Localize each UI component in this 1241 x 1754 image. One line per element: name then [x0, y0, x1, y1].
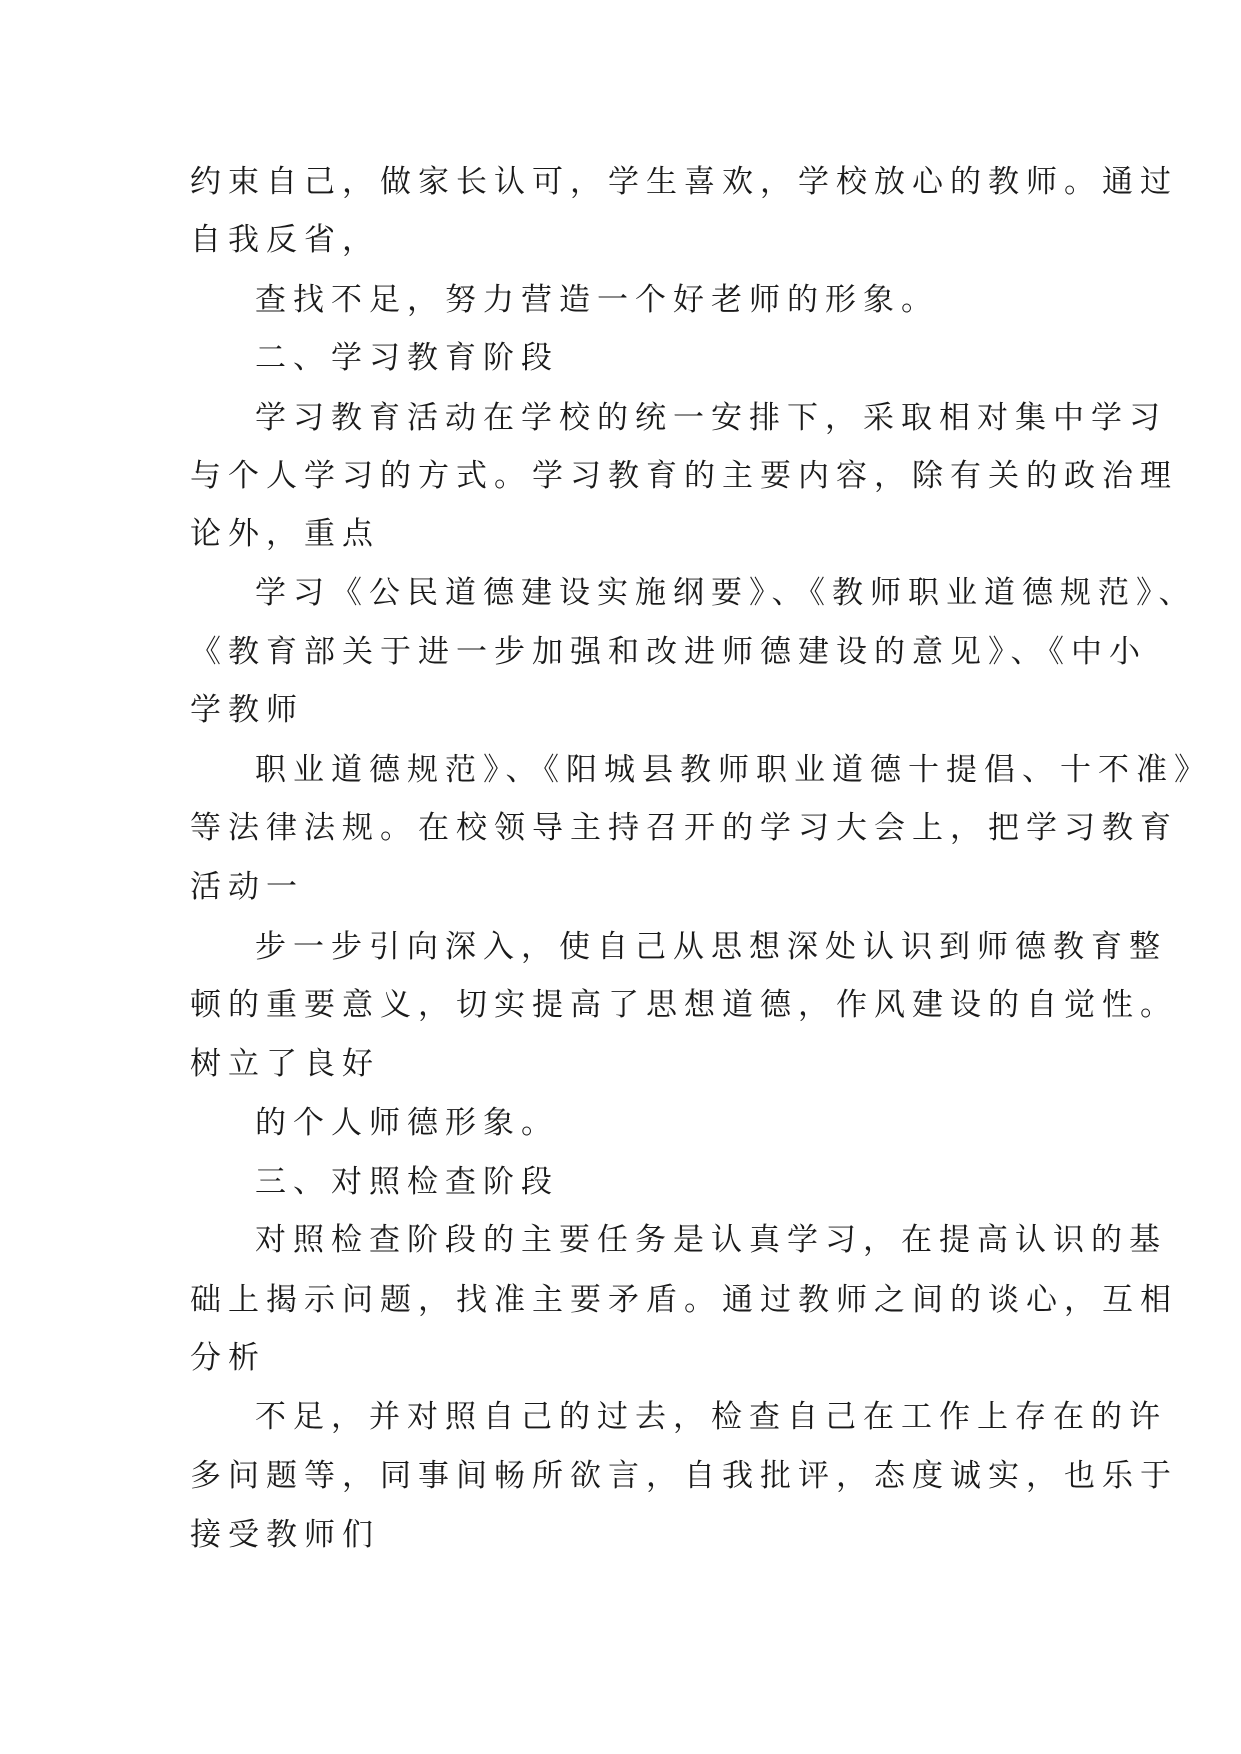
text-line: 对照检查阶段的主要任务是认真学习，在提高认识的基	[255, 1222, 1167, 1258]
text-line: 论外，重点	[190, 516, 380, 552]
text-line: 约束自己，做家长认可，学生喜欢，学校放心的教师。通过	[190, 164, 1178, 200]
text-line: 础上揭示问题，找准主要矛盾。通过教师之间的谈心，互相	[190, 1282, 1178, 1318]
text-line: 学教师	[190, 692, 304, 728]
text-line: 顿的重要意义，切实提高了思想道德，作风建设的自觉性。	[190, 987, 1178, 1023]
text-line: 查找不足，努力营造一个好老师的形象。	[255, 282, 939, 318]
text-line: 职业道德规范》、《阳城县教师职业道德十提倡、十不准》	[255, 752, 1212, 788]
text-line: 步一步引向深入，使自己从思想深处认识到师德教育整	[255, 929, 1167, 965]
text-line: 活动一	[190, 869, 304, 905]
text-line: 树立了良好	[190, 1046, 380, 1082]
section-heading: 二、学习教育阶段	[255, 340, 559, 376]
text-line: 学习《公民道德建设实施纲要》、《教师职业道德规范》、	[255, 575, 1197, 611]
text-line: 自我反省，	[190, 222, 380, 258]
text-line: 与个人学习的方式。学习教育的主要内容，除有关的政治理	[190, 458, 1178, 494]
section-heading: 三、对照检查阶段	[255, 1164, 559, 1200]
text-line: 的个人师德形象。	[255, 1105, 559, 1141]
text-line: 接受教师们	[190, 1517, 380, 1553]
text-line: 《教育部关于进一步加强和改进师德建设的意见》、《中小	[190, 634, 1147, 670]
text-line: 等法律法规。在校领导主持召开的学习大会上，把学习教育	[190, 810, 1178, 846]
text-line: 多问题等，同事间畅所欲言，自我批评，态度诚实，也乐于	[190, 1458, 1178, 1494]
text-line: 不足，并对照自己的过去，检查自己在工作上存在的许	[255, 1399, 1167, 1435]
text-line: 学习教育活动在学校的统一安排下，采取相对集中学习	[255, 400, 1167, 436]
text-line: 分析	[190, 1340, 266, 1376]
